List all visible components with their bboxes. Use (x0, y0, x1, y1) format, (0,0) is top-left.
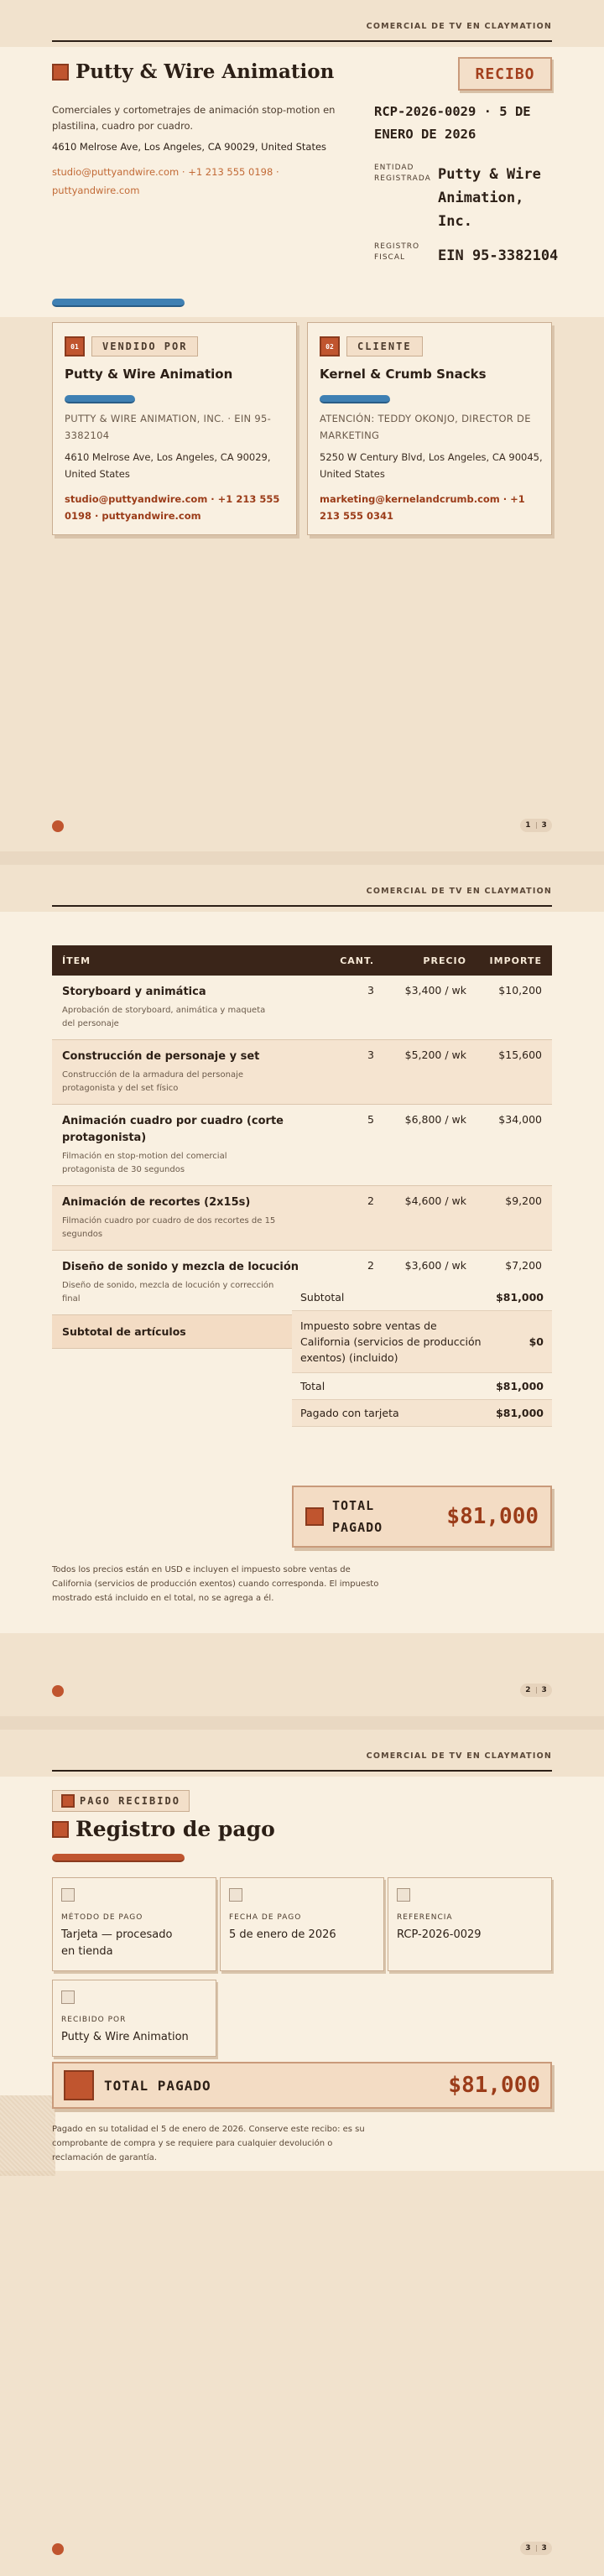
info-card-date (220, 1877, 384, 1971)
table-row (52, 976, 552, 1040)
items-subtotal-label: Subtotal de artículos (52, 1315, 476, 1349)
tax-id-value: EIN 95-3382104 (438, 247, 559, 264)
payment-received-pill (52, 1790, 190, 1812)
col-qty: CANT. (330, 945, 384, 976)
seller-card-number: 01 (65, 336, 85, 356)
item-title: Animación cuadro por cuadro (corte protagonista) (62, 1115, 284, 1144)
footer-dot (52, 1685, 64, 1697)
page-gap (0, 1716, 604, 1730)
item-price: $3,400 / wk (384, 976, 476, 1040)
item-cell (52, 1186, 330, 1251)
client-card-address: 5250 W Century Blvd, Los Angeles, CA 90045, United States (320, 451, 543, 480)
seller-card-bar (65, 395, 135, 403)
grand-total-icon (305, 1507, 324, 1526)
entity-value: Putty & Wire Animation, Inc. (438, 166, 541, 230)
item-qty: 2 (330, 1251, 384, 1315)
page-total: 3 (541, 2544, 547, 2553)
info-card-reference (388, 1877, 552, 1971)
client-card-sub: ATENCIÓN: TEDDY OKONJO, DIRECTOR DE MARKETING (320, 413, 531, 441)
seller-card-label: VENDIDO POR (91, 336, 198, 356)
grand-total-label: TOTAL PAGADO (332, 1498, 383, 1535)
total-paid-label: TOTAL PAGADO (104, 2077, 211, 2094)
item-qty: 5 (330, 1105, 384, 1186)
page-gap (0, 851, 604, 865)
payment-title (52, 1817, 275, 1841)
info-card-value: Putty & Wire Animation (61, 2031, 189, 2043)
page-total: 3 (541, 1686, 547, 1694)
info-card-label: MÉTODO DE PAGO (61, 1913, 143, 1922)
receipt-tag: RECIBO (458, 57, 552, 91)
payment-received-label: PAGO RECIBIDO (80, 1795, 180, 1807)
info-card-value: RCP-2026-0029 (397, 1928, 482, 1941)
running-head: COMERCIAL DE TV EN CLAYMATION (366, 1751, 552, 1761)
seller-card-sub: PUTTY & WIRE ANIMATION, INC. · EIN 95-3382104 (65, 413, 272, 441)
payment-title-icon (52, 1821, 69, 1838)
brand-logo-icon (52, 64, 69, 81)
payment-title-text: Registro de pago (76, 1817, 275, 1841)
totals-tax-value: $0 (528, 1335, 544, 1348)
info-card-label: REFERENCIA (397, 1913, 453, 1922)
item-price: $4,600 / wk (384, 1186, 476, 1251)
item-price: $3,600 / wk (384, 1251, 476, 1315)
page-current: 3 (525, 2544, 531, 2553)
item-title: Animación de recortes (2x15s) (62, 1196, 251, 1209)
header-rule (52, 40, 552, 42)
seller-card (52, 322, 297, 535)
page-3 (0, 1730, 604, 2576)
item-title: Diseño de sonido y mezcla de locución (62, 1261, 299, 1273)
client-card-label: CLIENTE (346, 336, 423, 356)
grand-total-box (292, 1486, 552, 1548)
item-amount: $10,200 (476, 976, 552, 1040)
totals-paid-row (292, 1400, 552, 1427)
page-2 (0, 865, 604, 1716)
running-head: COMERCIAL DE TV EN CLAYMATION (366, 22, 552, 31)
header-rule (52, 1770, 552, 1772)
client-card-contact: marketing@kernelandcrumb.com · +1 213 555 0341 (320, 493, 525, 522)
totals-subtotal-value: $81,000 (496, 1291, 544, 1304)
seller-card-badge (65, 336, 198, 356)
item-qty: 3 (330, 1040, 384, 1105)
totals-paid-label: Pagado con tarjeta (300, 1407, 399, 1419)
page-current: 1 (525, 821, 531, 830)
total-paid-icon (64, 2070, 94, 2100)
page-separator (536, 2545, 537, 2552)
footer-dot (52, 2543, 64, 2555)
page-1 (0, 0, 604, 851)
client-card-name: Kernel & Crumb Snacks (320, 367, 487, 382)
info-card-received-by (52, 1980, 216, 2057)
brand-name: Putty & Wire Animation (76, 60, 335, 83)
info-card-value: Tarjeta — procesado en tienda (61, 1928, 173, 1958)
client-card-number: 02 (320, 336, 340, 356)
totals-paid-value: $81,000 (496, 1407, 544, 1419)
calendar-icon (229, 1888, 242, 1902)
item-cell (52, 1251, 330, 1315)
item-qty: 2 (330, 1186, 384, 1251)
page-separator (536, 822, 537, 829)
item-title: Storyboard y animática (62, 986, 206, 998)
table-row (52, 1105, 552, 1186)
totals-tax-label: Impuesto sobre ventas de California (servicios de producción exentos) (incluido) (300, 1319, 482, 1364)
col-item: ÍTEM (52, 945, 330, 976)
page-number (520, 2542, 552, 2555)
seller-tagline: Comerciales y cortometrajes de animación stop-motion en plastilina, cuadro por cuadro. (52, 104, 336, 132)
item-cell (52, 1040, 330, 1105)
totals-total-value: $81,000 (496, 1380, 544, 1392)
item-amount: $15,600 (476, 1040, 552, 1105)
card-icon (61, 1888, 75, 1902)
item-description: Aprobación de storyboard, animática y maqueta del personaje (62, 1006, 266, 1028)
table-row (52, 1186, 552, 1251)
payment-received-icon (61, 1794, 75, 1808)
payment-note: Pagado en su totalidad el 5 de enero de 2026. Conserve este recibo: es su comprobante de compra y se requiere para cualquier devolución o reclamación de garantía. (52, 2125, 365, 2162)
seller-card-contact: studio@puttyandwire.com · +1 213 555 0198 · puttyandwire.com (65, 493, 280, 522)
brand (52, 60, 334, 83)
footer-dot (52, 820, 64, 832)
page-total: 3 (541, 821, 547, 830)
receipt-number-date: RCP-2026-0029 · 5 DE ENERO DE 2026 (374, 104, 531, 142)
totals-subtotal-label: Subtotal (300, 1291, 345, 1304)
tax-id-label: REGISTRO FISCAL (374, 242, 420, 262)
item-qty: 3 (330, 976, 384, 1040)
item-title: Construcción de personaje y set (62, 1050, 260, 1063)
grand-total-value: $81,000 (446, 1504, 539, 1529)
item-amount: $34,000 (476, 1105, 552, 1186)
item-cell (52, 976, 330, 1040)
item-description: Filmación en stop-motion del comercial protagonista de 30 segundos (62, 1152, 227, 1174)
seller-card-name: Putty & Wire Animation (65, 367, 233, 382)
reference-icon (397, 1888, 410, 1902)
page-number (520, 819, 552, 832)
price-footnote: Todos los precios están en USD e incluyen el impuesto sobre ventas de California (servicios de producción exentos) cuando corresponda. El impuesto mostrado está incluido en el total, no se agrega a él. (52, 1565, 379, 1603)
total-paid-box (52, 2062, 552, 2109)
client-card-bar (320, 395, 390, 403)
table-header-row (52, 945, 552, 976)
client-card-badge (320, 336, 423, 356)
client-card (307, 322, 552, 535)
item-price: $5,200 / wk (384, 1040, 476, 1105)
page-number (520, 1684, 552, 1697)
seller-contact: studio@puttyandwire.com · +1 213 555 0198 · puttyandwire.com (52, 166, 279, 196)
totals-total-row (292, 1373, 552, 1400)
header-rule (52, 905, 552, 907)
total-paid-value: $81,000 (448, 2073, 540, 2098)
col-price: PRECIO (384, 945, 476, 976)
item-description: Filmación cuadro por cuadro de dos recortes de 15 segundos (62, 1216, 276, 1239)
table-row (52, 1040, 552, 1105)
item-price: $6,800 / wk (384, 1105, 476, 1186)
info-card-label: FECHA DE PAGO (229, 1913, 302, 1922)
info-card-method (52, 1877, 216, 1971)
totals-block (292, 1284, 552, 1427)
item-amount: $9,200 (476, 1186, 552, 1251)
totals-subtotal-row (292, 1284, 552, 1311)
item-description: Construcción de la armadura del personaje protagonista y del set físico (62, 1070, 244, 1093)
seller-address: 4610 Melrose Ave, Los Angeles, CA 90029, United States (52, 141, 327, 153)
person-icon (61, 1991, 75, 2004)
accent-bar (52, 299, 185, 307)
col-amount: IMPORTE (476, 945, 552, 976)
item-cell (52, 1105, 330, 1186)
item-description: Diseño de sonido, mezcla de locución y corrección final (62, 1281, 274, 1304)
info-card-label: RECIBIDO POR (61, 2016, 127, 2024)
totals-tax-row (292, 1311, 552, 1373)
page-current: 2 (525, 1686, 531, 1694)
paper-texture (0, 2095, 55, 2176)
running-head: COMERCIAL DE TV EN CLAYMATION (366, 887, 552, 896)
totals-total-label: Total (300, 1380, 325, 1392)
item-amount: $7,200 (476, 1251, 552, 1315)
info-card-value: 5 de enero de 2026 (229, 1928, 336, 1941)
page-separator (536, 1687, 537, 1694)
seller-card-address: 4610 Melrose Ave, Los Angeles, CA 90029, United States (65, 451, 271, 480)
entity-label: ENTIDAD REGISTRADA (374, 164, 431, 183)
payment-accent-bar (52, 1854, 185, 1862)
